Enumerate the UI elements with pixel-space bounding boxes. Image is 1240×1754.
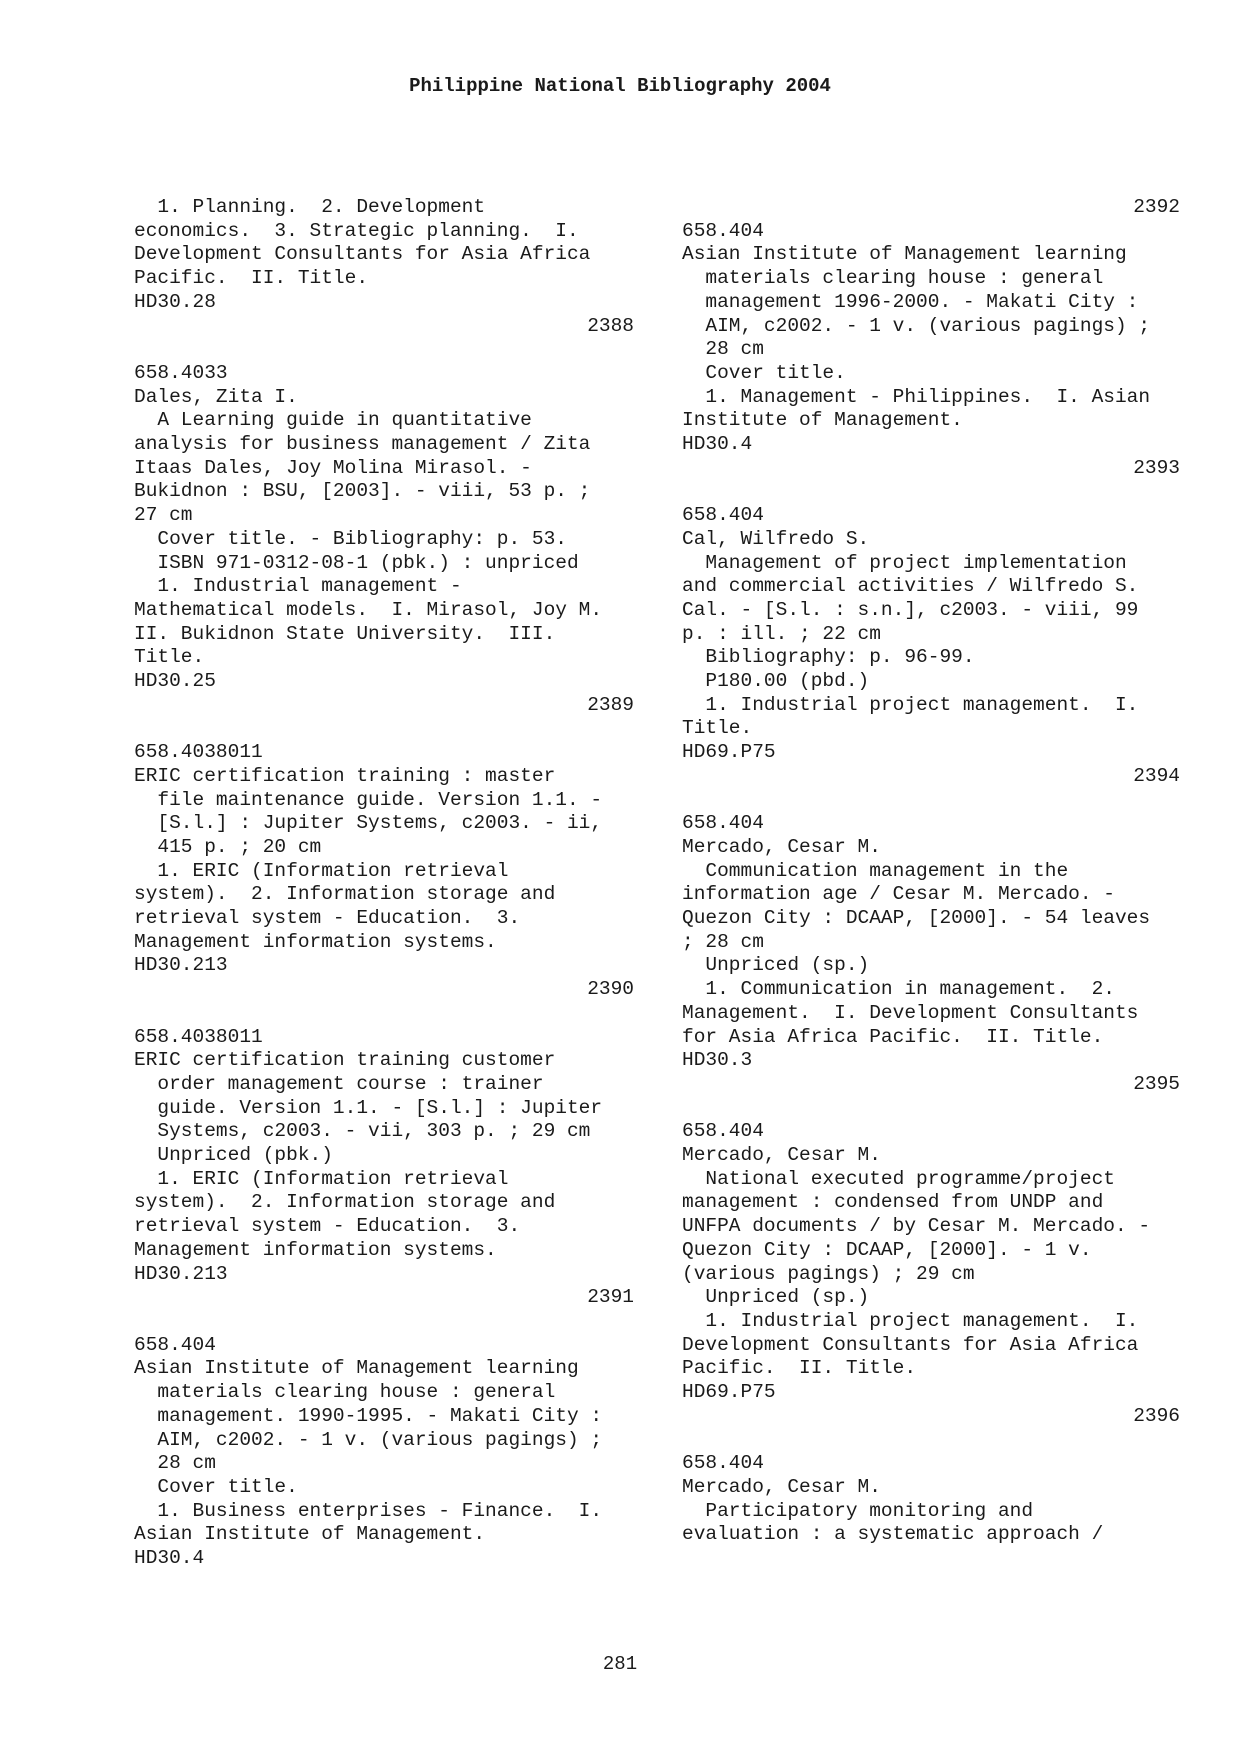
entry-line bbox=[682, 1097, 1180, 1121]
entry-line: UNFPA documents / by Cesar M. Mercado. - bbox=[682, 1215, 1151, 1238]
entry-line: [S.l.] : Jupiter Systems, c2003. - ii, bbox=[134, 812, 603, 835]
entry-line: 1. Planning. 2. Development bbox=[134, 196, 486, 218]
entry-line: Cal, Wilfredo S. bbox=[682, 527, 870, 550]
entry-line: HD30.3 bbox=[682, 1049, 753, 1072]
entry-line: 658.404 bbox=[682, 812, 764, 835]
entry-line: file maintenance guide. Version 1.1. - bbox=[134, 788, 603, 811]
entry-line: Bukidnon : BSU, [2003]. - viii, 53 p. ; bbox=[134, 480, 591, 503]
entry-line: 1. ERIC (Information retrieval bbox=[134, 859, 509, 882]
entry-line: National executed programme/project bbox=[682, 1167, 1115, 1190]
entry-number: 2396 bbox=[1133, 1404, 1180, 1427]
entry-line: Itaas Dales, Joy Molina Mirasol. - bbox=[134, 456, 532, 479]
entry-line: management. 1990-1995. - Makati City : bbox=[134, 1404, 603, 1427]
entry-line bbox=[682, 789, 1180, 813]
entry-line: Management information systems. bbox=[134, 930, 497, 953]
entry-line: A Learning guide in quantitative bbox=[134, 409, 532, 432]
entry-line bbox=[682, 1429, 1180, 1453]
entry-number: 2393 bbox=[1133, 456, 1180, 479]
entry-line: and commercial activities / Wilfredo S. bbox=[682, 575, 1139, 598]
entry-line: Quezon City : DCAAP, [2000]. - 54 leaves bbox=[682, 907, 1151, 930]
entry-number: 2391 bbox=[587, 1286, 634, 1309]
entry-line bbox=[134, 1002, 634, 1026]
entry-line: 28 cm bbox=[682, 338, 764, 361]
entry-line: retrieval system - Education. 3. bbox=[134, 1215, 521, 1238]
entry-line: 1. Industrial project management. I. bbox=[682, 693, 1139, 716]
entry-number: 2390 bbox=[587, 978, 634, 1001]
entry-line bbox=[134, 338, 634, 362]
entry-line: 658.404 bbox=[682, 1452, 764, 1475]
entry-line: Pacific. II. Title. bbox=[134, 267, 369, 290]
entry-number: 2388 bbox=[587, 314, 634, 337]
entry-line: Pacific. II. Title. bbox=[682, 1357, 917, 1380]
entry-line: 658.4033 bbox=[134, 361, 228, 384]
entry-line: system). 2. Information storage and bbox=[134, 1191, 556, 1214]
entry-line bbox=[682, 480, 1180, 504]
entry-line: ERIC certification training : master bbox=[134, 764, 556, 787]
entry-line: Quezon City : DCAAP, [2000]. - 1 v. bbox=[682, 1238, 1092, 1261]
entry-line: management 1996-2000. - Makati City : bbox=[682, 290, 1139, 313]
entry-line: 28 cm bbox=[134, 1452, 216, 1475]
entry-line: 658.404 bbox=[682, 219, 764, 242]
entry-line: Cover title. bbox=[682, 361, 846, 384]
entry-line: information age / Cesar M. Mercado. - bbox=[682, 883, 1115, 906]
entry-line bbox=[134, 1310, 634, 1334]
entry-line: HD69.P75 bbox=[682, 741, 776, 764]
entry-line: system). 2. Information storage and bbox=[134, 883, 556, 906]
entry-line: 1. Communication in management. 2. bbox=[682, 978, 1115, 1001]
entry-line: 27 cm bbox=[134, 504, 193, 527]
entry-line: HD30.25 bbox=[134, 670, 216, 693]
entry-line: Cal. - [S.l. : s.n.], c2003. - viii, 99 bbox=[682, 598, 1139, 621]
entry-line: Title. bbox=[134, 646, 205, 669]
entry-line: Asian Institute of Management learning bbox=[682, 243, 1127, 266]
entry-line: Institute of Management. bbox=[682, 409, 963, 432]
entry-line: Dales, Zita I. bbox=[134, 385, 298, 408]
entry-line: evaluation : a systematic approach / bbox=[682, 1523, 1104, 1546]
entry-line: materials clearing house : general bbox=[682, 267, 1104, 290]
entry-line: Unpriced (sp.) bbox=[682, 1286, 870, 1309]
entry-line: HD30.28 bbox=[134, 290, 216, 313]
entry-number: 2389 bbox=[587, 693, 634, 716]
entry-line: (various pagings) ; 29 cm bbox=[682, 1262, 975, 1285]
page-title: Philippine National Bibliography 2004 bbox=[409, 75, 831, 97]
entry-line: HD30.4 bbox=[134, 1547, 205, 1570]
entry-line: AIM, c2002. - 1 v. (various pagings) ; bbox=[682, 314, 1151, 337]
entry-line: Mercado, Cesar M. bbox=[682, 1475, 881, 1498]
entry-line: II. Bukidnon State University. III. bbox=[134, 622, 556, 645]
entry-line: Bibliography: p. 96-99. bbox=[682, 646, 975, 669]
entry-line: Mercado, Cesar M. bbox=[682, 1144, 881, 1167]
entry-line: HD30.213 bbox=[134, 954, 228, 977]
entry-line: 1. Industrial project management. I. bbox=[682, 1310, 1139, 1332]
entry-line: Development Consultants for Asia Africa bbox=[682, 1333, 1139, 1356]
entry-line: 658.4038011 bbox=[134, 1025, 263, 1048]
entry-line: ISBN 971-0312-08-1 (pbk.) : unpriced bbox=[134, 551, 579, 574]
entry-line: Mercado, Cesar M. bbox=[682, 835, 881, 858]
entry-line: ; 28 cm bbox=[682, 930, 764, 953]
entry-line: 1. Business enterprises - Finance. I. bbox=[134, 1499, 603, 1522]
entry-line: HD69.P75 bbox=[682, 1381, 776, 1404]
entry-line: Management information systems. bbox=[134, 1238, 497, 1261]
entry-line: Development Consultants for Asia Africa bbox=[134, 243, 591, 266]
entry-line: Participatory monitoring and bbox=[682, 1499, 1034, 1522]
entry-line: 1. Management - Philippines. I. Asian bbox=[682, 385, 1151, 408]
entry-line: ERIC certification training customer bbox=[134, 1049, 556, 1072]
entry-number: 2394 bbox=[1133, 764, 1180, 787]
entry-number: 2392 bbox=[1133, 196, 1180, 218]
right-column bbox=[682, 196, 1180, 1547]
entry-line: 1. Industrial management - bbox=[134, 575, 462, 598]
left-column bbox=[134, 196, 634, 1571]
entry-line: Mathematical models. I. Mirasol, Joy M. bbox=[134, 598, 603, 621]
entry-line: Management of project implementation bbox=[682, 551, 1127, 574]
entry-line: economics. 3. Strategic planning. I. bbox=[134, 219, 579, 242]
entry-line: Unpriced (pbk.) bbox=[134, 1144, 333, 1167]
entry-line: Communication management in the bbox=[682, 859, 1069, 882]
page-number: 281 bbox=[602, 1653, 638, 1675]
entry-line: P180.00 (pbd.) bbox=[682, 670, 870, 693]
entry-number: 2395 bbox=[1133, 1072, 1180, 1095]
entry-line: Systems, c2003. - vii, 303 p. ; 29 cm bbox=[134, 1120, 591, 1143]
entry-line: Asian Institute of Management. bbox=[134, 1523, 486, 1546]
entry-line bbox=[134, 717, 634, 741]
entry-line: Cover title. bbox=[134, 1475, 298, 1498]
entry-line: 415 p. ; 20 cm bbox=[134, 835, 322, 858]
entry-line: analysis for business management / Zita bbox=[134, 433, 591, 456]
entry-line: Management. I. Development Consultants bbox=[682, 1001, 1139, 1024]
entry-line: for Asia Africa Pacific. II. Title. bbox=[682, 1025, 1104, 1048]
entry-line: 1. ERIC (Information retrieval bbox=[134, 1167, 509, 1190]
entry-line: AIM, c2002. - 1 v. (various pagings) ; bbox=[134, 1428, 603, 1451]
entry-line: Cover title. - Bibliography: p. 53. bbox=[134, 527, 567, 550]
entry-line: Unpriced (sp.) bbox=[682, 954, 870, 977]
entry-line: p. : ill. ; 22 cm bbox=[682, 622, 881, 645]
entry-line: management : condensed from UNDP and bbox=[682, 1191, 1104, 1214]
entry-line: Title. bbox=[682, 717, 753, 740]
entry-line: order management course : trainer bbox=[134, 1072, 544, 1095]
entry-line: HD30.4 bbox=[682, 433, 753, 456]
entry-line: guide. Version 1.1. - [S.l.] : Jupiter bbox=[134, 1096, 603, 1119]
entry-line: 658.404 bbox=[134, 1333, 216, 1356]
entry-line: 658.4038011 bbox=[134, 741, 263, 764]
entry-line: 658.404 bbox=[682, 504, 764, 527]
entry-line: Asian Institute of Management learning bbox=[134, 1357, 579, 1380]
entry-line: materials clearing house : general bbox=[134, 1381, 556, 1404]
entry-line: 658.404 bbox=[682, 1120, 764, 1143]
entry-line: retrieval system - Education. 3. bbox=[134, 907, 521, 930]
entry-line: HD30.213 bbox=[134, 1262, 228, 1285]
